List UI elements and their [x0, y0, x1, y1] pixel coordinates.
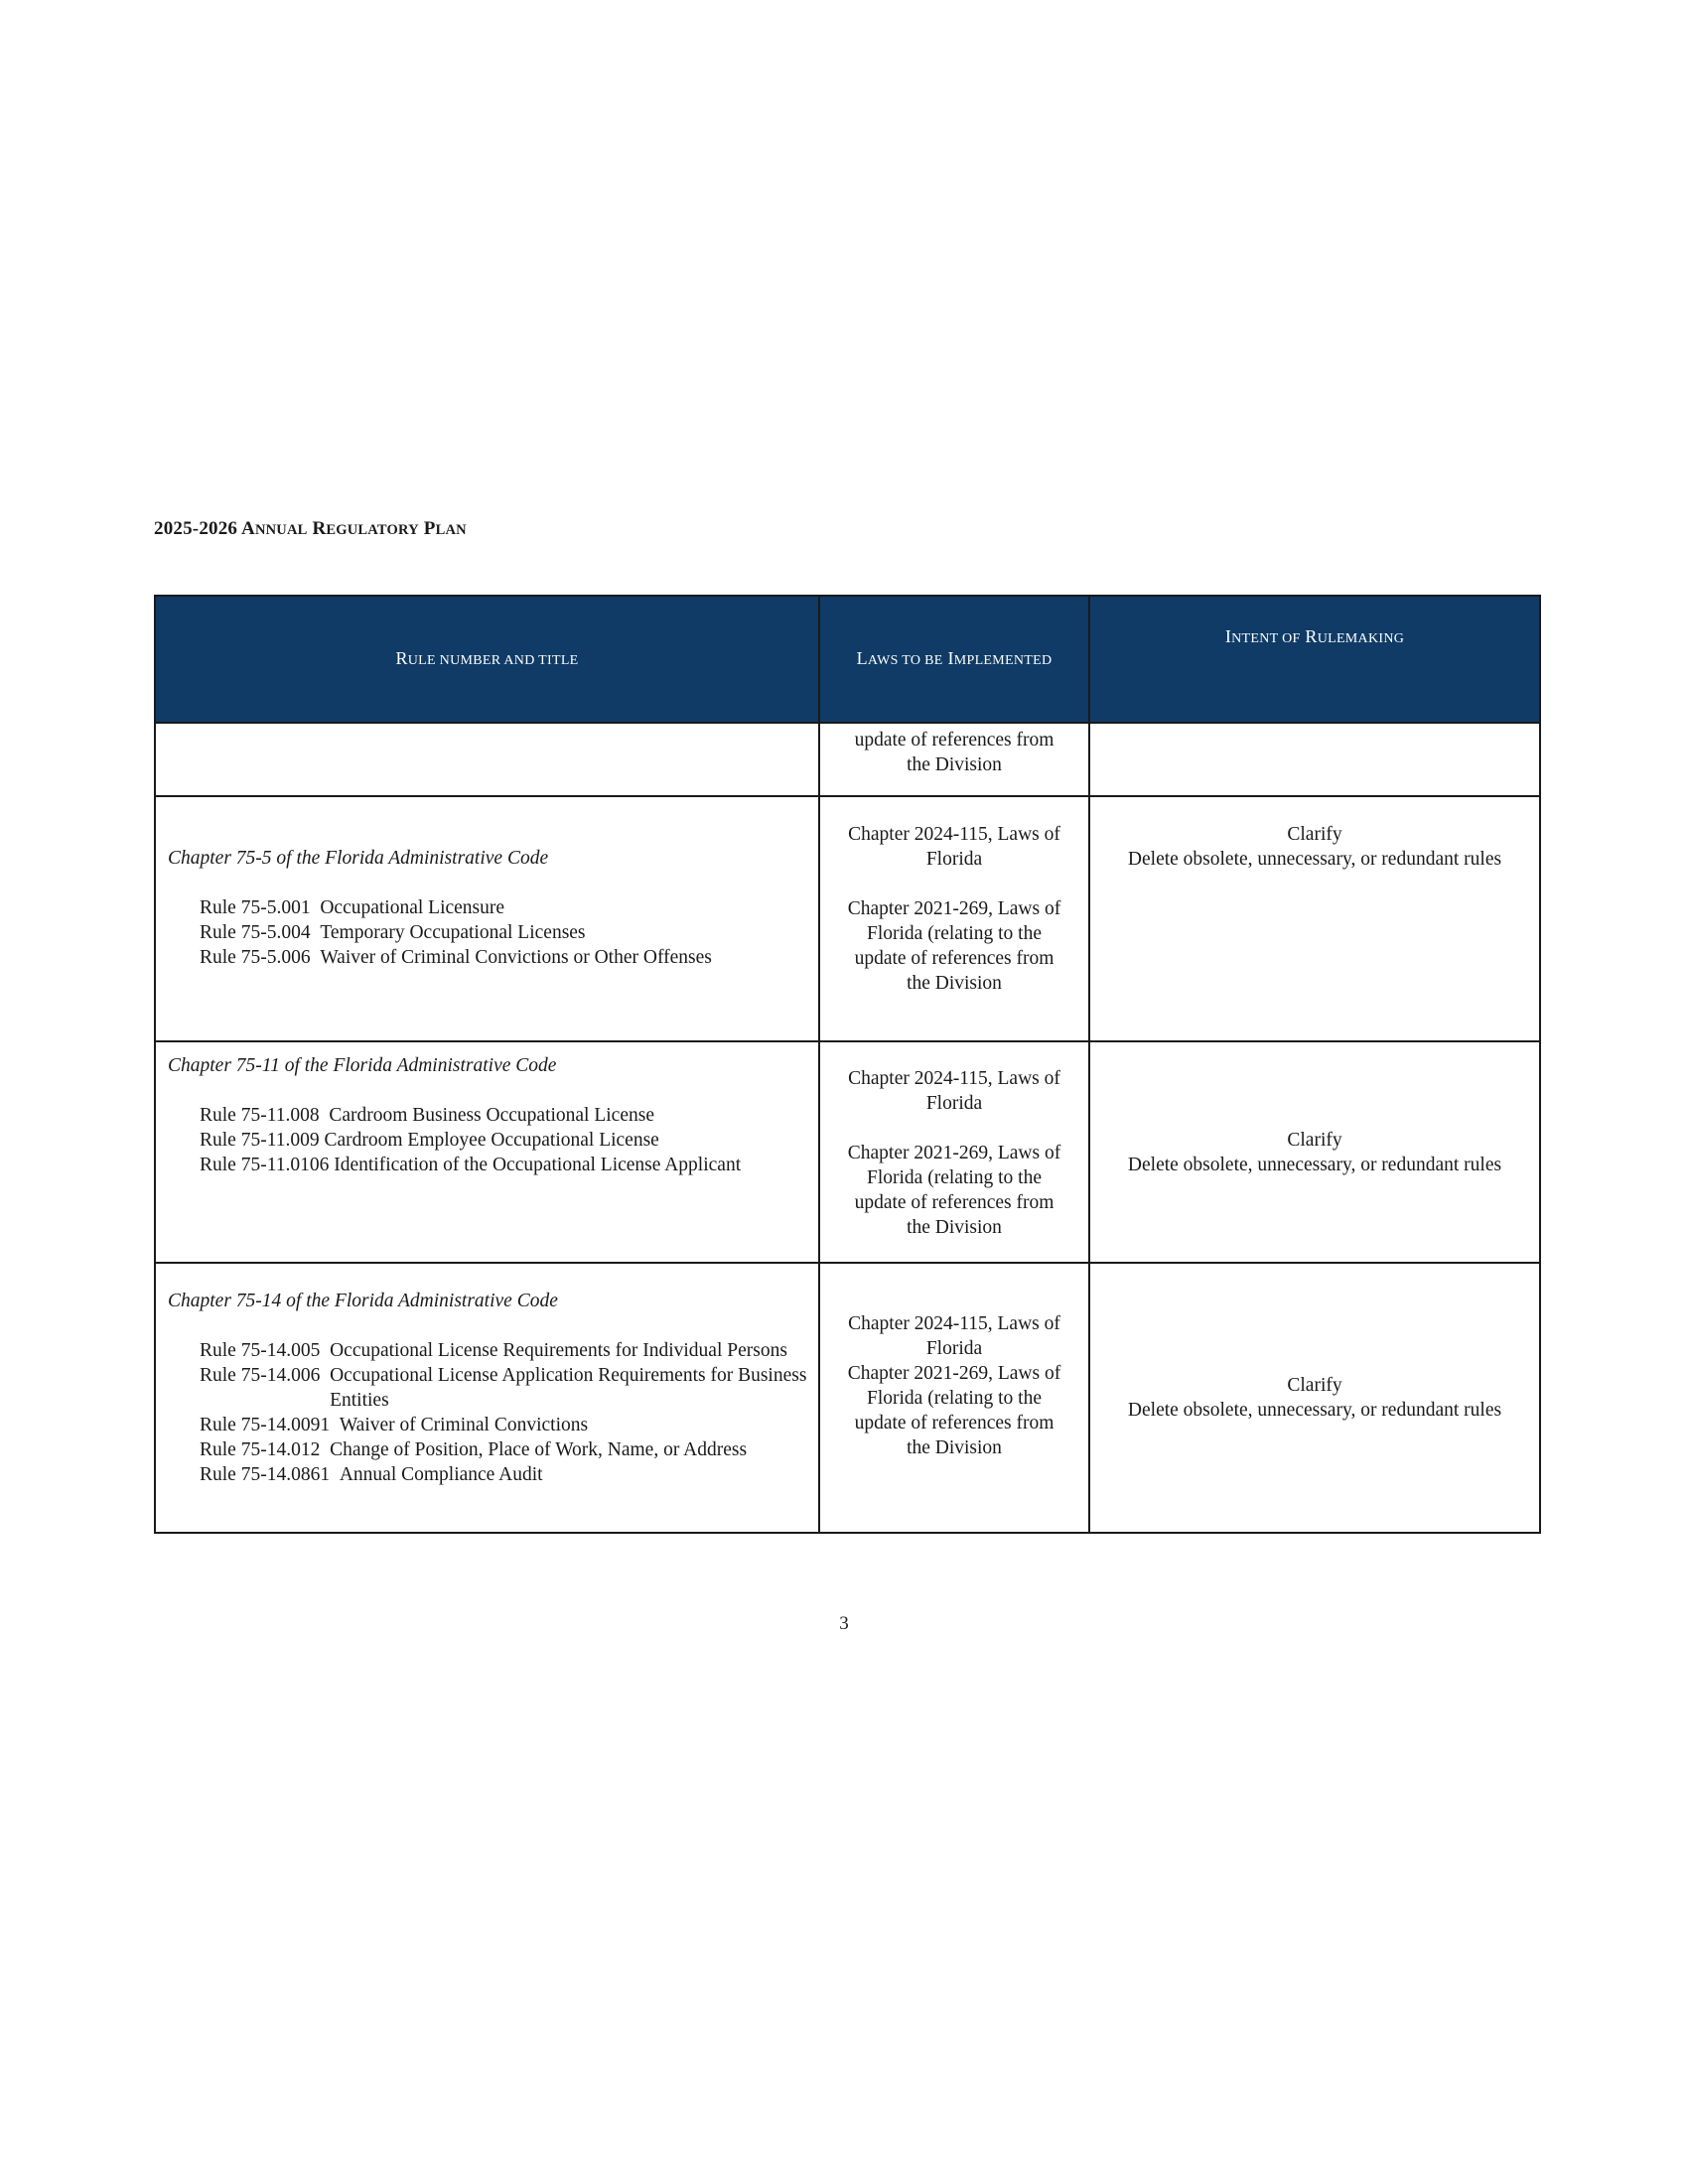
- law-line: the Division: [907, 973, 1002, 994]
- law-reference: [826, 896, 1082, 996]
- law-line: Florida (relating to the: [867, 1388, 1042, 1409]
- law-reference: [826, 822, 1082, 872]
- title-word-first: P: [423, 518, 436, 539]
- rule-number: Rule 75-5.006: [200, 947, 321, 968]
- rule-title: Occupational License Requirements for Individual Persons: [330, 1340, 787, 1361]
- law-line: Florida: [925, 1338, 983, 1359]
- title-word-rest: NNUAL: [254, 522, 308, 538]
- rule-list: [168, 1103, 818, 1177]
- rule-item: [200, 1413, 810, 1437]
- rule-title: Occupational Licensure: [320, 897, 505, 918]
- rule-item: [200, 1363, 810, 1413]
- intent-cell: [1089, 796, 1540, 1041]
- header-laws-to-be-implemented: [819, 596, 1089, 723]
- rule-title: Temporary Occupational Licenses: [320, 922, 586, 943]
- header-initial: I: [947, 647, 954, 668]
- header-initial: R: [395, 647, 408, 668]
- header-rest: ULE NUMBER AND TITLE: [407, 652, 579, 668]
- table-row: [155, 1041, 1540, 1263]
- table-row: [155, 1263, 1540, 1533]
- rule-item: [200, 1462, 810, 1487]
- chapter-title: Chapter 75-11 of the Florida Administrative Code: [168, 1055, 557, 1076]
- rule-number: Rule 75-11.008: [200, 1105, 330, 1126]
- rule-number: Rule 75-11.0106: [200, 1155, 335, 1175]
- rule-title: Cardroom Business Occupational License: [329, 1105, 654, 1126]
- intent-cell: [1089, 1041, 1540, 1263]
- law-line: update of references from: [854, 1192, 1055, 1213]
- law-line: the Division: [907, 1217, 1002, 1238]
- laws-cell: [819, 1263, 1089, 1533]
- rule-item: [200, 1128, 818, 1153]
- law-line: Chapter 2024-115, Laws of: [848, 1068, 1060, 1089]
- laws-cell: [819, 1041, 1089, 1263]
- rule-number: Rule 75-14.005: [200, 1340, 331, 1361]
- law-line: the Division: [907, 1437, 1002, 1458]
- rule-number: Rule 75-14.006: [200, 1365, 331, 1386]
- table-header-row: [155, 596, 1540, 723]
- law-line: Florida (relating to the: [867, 923, 1042, 944]
- law-line: Chapter 2024-115, Laws of: [848, 824, 1060, 845]
- law-reference: [826, 1066, 1082, 1116]
- title-word-first: R: [312, 518, 327, 539]
- header-initial: L: [856, 647, 868, 668]
- law-reference: [826, 1141, 1082, 1240]
- rule-title: Change of Position, Place of Work, Name, or Address: [330, 1439, 748, 1460]
- rule-title: Waiver of Criminal Convictions: [339, 1415, 589, 1435]
- rule-number: Rule 75-5.004: [200, 922, 321, 943]
- law-line: update of references from: [854, 730, 1055, 751]
- regulatory-plan-table: [154, 595, 1541, 1534]
- intent-line: Delete obsolete, unnecessary, or redundant rules: [1127, 849, 1502, 870]
- chapter-title: Chapter 75-5 of the Florida Administrative Code: [168, 848, 549, 869]
- rule-cell: [155, 796, 819, 1041]
- table-row: [155, 796, 1540, 1041]
- header-intent-of-rulemaking: [1089, 596, 1540, 723]
- law-line: Chapter 2024-115, Laws of: [848, 1313, 1060, 1334]
- laws-cell: [819, 723, 1089, 796]
- title-word-rest: LAN: [435, 522, 467, 538]
- header-rest: NTENT OF: [1231, 631, 1301, 646]
- title-number: 2025-2026: [154, 518, 238, 539]
- intent-line: Delete obsolete, unnecessary, or redundant rules: [1127, 1400, 1502, 1421]
- document-title: [154, 518, 467, 540]
- intent-line: Delete obsolete, unnecessary, or redundant rules: [1127, 1154, 1502, 1175]
- intent-line: Clarify: [1287, 1375, 1342, 1396]
- law-line: update of references from: [854, 1413, 1055, 1433]
- rule-list: [168, 1338, 818, 1487]
- laws-cell: [819, 796, 1089, 1041]
- intent-line: Clarify: [1287, 824, 1342, 845]
- rule-cell: [155, 1263, 819, 1533]
- law-line: Chapter 2021-269, Laws of: [847, 1143, 1061, 1163]
- rule-item: [200, 1103, 818, 1128]
- rule-list: [168, 895, 818, 970]
- intent-cell: [1089, 1263, 1540, 1533]
- law-line: the Division: [907, 754, 1002, 775]
- law-line: Chapter 2021-269, Laws of: [847, 1363, 1061, 1384]
- header-rest: AWS TO BE: [867, 652, 943, 668]
- rule-item: [200, 1338, 810, 1363]
- rule-title: Occupational License Application Requirements for Business Entities: [330, 1365, 807, 1411]
- header-rest: ULEMAKING: [1317, 631, 1405, 646]
- law-line: update of references from: [854, 948, 1055, 969]
- rule-title: Cardroom Employee Occupational License: [324, 1130, 659, 1151]
- rule-item: [200, 895, 818, 920]
- chapter-title: Chapter 75-14 of the Florida Administrative Code: [168, 1291, 558, 1311]
- title-word-rest: EGULATORY: [326, 522, 419, 538]
- law-line: Florida: [925, 849, 983, 870]
- law-line: Chapter 2021-269, Laws of: [847, 898, 1061, 919]
- law-line: Florida: [925, 1093, 983, 1114]
- rule-item: [200, 945, 818, 970]
- rule-title: Annual Compliance Audit: [339, 1464, 543, 1485]
- law-line: Florida (relating to the: [867, 1167, 1042, 1188]
- intent-line: Clarify: [1287, 1129, 1342, 1151]
- rule-item: [200, 920, 818, 945]
- rule-number: Rule 75-11.009: [200, 1130, 325, 1151]
- header-rest: MPLEMENTED: [953, 652, 1053, 668]
- intent-cell: [1089, 723, 1540, 796]
- rule-title: Identification of the Occupational License Applicant: [334, 1155, 742, 1175]
- header-rule-number-and-title: [155, 596, 819, 723]
- title-word-first: A: [241, 518, 255, 539]
- rule-number: Rule 75-14.0861: [200, 1464, 340, 1485]
- header-initial: R: [1305, 626, 1318, 646]
- header-initial: I: [1224, 626, 1232, 646]
- rule-title: Waiver of Criminal Convictions or Other Offenses: [320, 947, 712, 968]
- rule-item: [200, 1437, 810, 1462]
- rule-cell: [155, 723, 819, 796]
- rule-cell: [155, 1041, 819, 1263]
- rule-item: [200, 1153, 818, 1177]
- table-row-continuation: [155, 723, 1540, 796]
- rule-number: Rule 75-14.0091: [200, 1415, 340, 1435]
- rule-number: Rule 75-5.001: [200, 897, 321, 918]
- rule-number: Rule 75-14.012: [200, 1439, 331, 1460]
- page-number: 3: [839, 1613, 849, 1634]
